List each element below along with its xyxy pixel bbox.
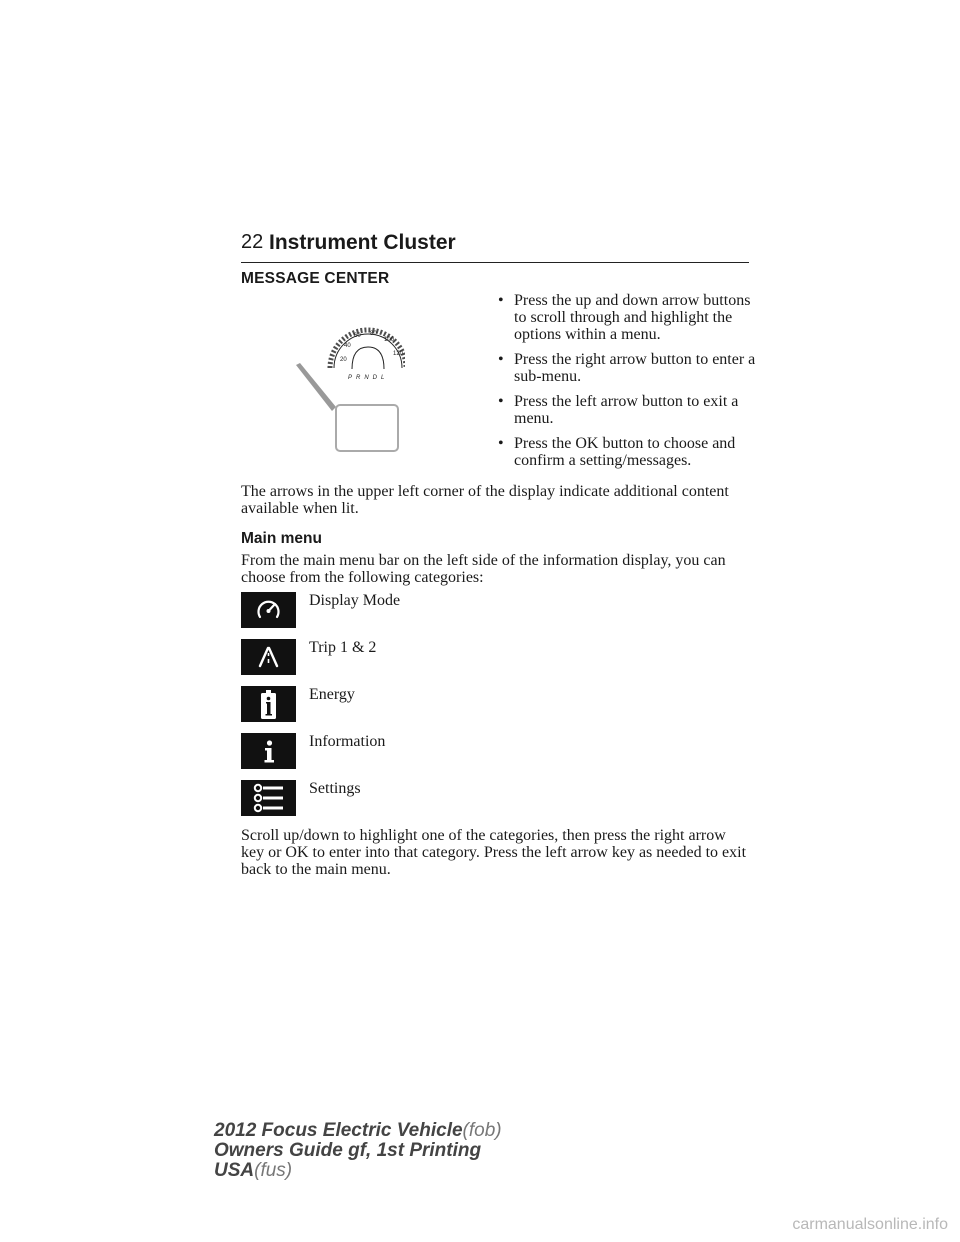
bullet-text: Press the right arrow button to enter a sub-menu. (514, 351, 756, 385)
menu-item-label: Display Mode (309, 592, 401, 609)
svg-text:PRNDL: PRNDL (348, 375, 389, 381)
svg-text:40: 40 (344, 343, 351, 349)
main-menu-outro: Scroll up/down to highlight one of the categories, then press the right arrow key or OK to enter into that category. Press the left arrow key as needed to exit back to the main menu. (241, 827, 747, 878)
footer-guide: Owners Guide gf, 1st Printing (214, 1140, 482, 1161)
page-number: 22 (241, 231, 264, 253)
menu-item-energy (241, 686, 741, 722)
section-title: MESSAGE CENTER (241, 270, 390, 287)
arrows-note: The arrows in the upper left corner of the display indicate additional content available when lit. (241, 483, 729, 517)
svg-text:20: 20 (340, 357, 347, 363)
main-menu-intro: From the main menu bar on the left side of the information display, you can choose from the following categories: (241, 552, 726, 586)
svg-text:100: 100 (384, 337, 395, 343)
gauge-icon (241, 592, 296, 628)
menu-item-label: Settings (309, 780, 361, 797)
chapter-title: Instrument Cluster (269, 231, 456, 254)
bullet-text: Press the OK button to choose and confirm a setting/messages. (514, 435, 736, 469)
footer-market: USA (214, 1160, 255, 1181)
speedometer-icon (290, 313, 405, 458)
menu-item-label: Information (309, 733, 386, 750)
document-footer (214, 1121, 502, 1181)
footer-market-code: (fus) (254, 1160, 293, 1181)
list-item: • Press the OK button to choose and confirm a setting/messages. (498, 435, 736, 469)
svg-text:60: 60 (354, 333, 361, 339)
info-icon (241, 733, 296, 769)
bullet-text: Press the up and down arrow buttons to scroll through and highlight the options within a menu. (514, 292, 751, 343)
button-instructions-list (498, 292, 758, 477)
menu-item-label: Energy (309, 686, 355, 703)
instrument-cluster-illustration (290, 313, 405, 458)
menu-item-label: Trip 1 & 2 (309, 639, 377, 656)
menu-item-settings (241, 780, 741, 816)
bullet-text: Press the left arrow button to exit a menu. (514, 393, 739, 427)
list-item: • Press the left arrow button to exit a menu. (498, 393, 739, 427)
battery-info-icon (241, 686, 296, 722)
svg-text:120: 120 (393, 351, 404, 357)
svg-text:80: 80 (370, 331, 377, 337)
menu-item-trip (241, 639, 741, 675)
settings-list-icon (241, 780, 296, 816)
page-header (241, 231, 749, 263)
list-item: • Press the up and down arrow buttons to scroll through and highlight the options within a menu. (498, 292, 751, 343)
watermark: carmanualsonline.info (792, 1216, 948, 1233)
road-icon (241, 639, 296, 675)
menu-item-display-mode (241, 592, 741, 628)
menu-item-information (241, 733, 741, 769)
list-item: • Press the right arrow button to enter a sub-menu. (498, 351, 756, 385)
footer-vehicle-code: (fob) (462, 1120, 502, 1141)
main-menu-title: Main menu (241, 530, 322, 547)
footer-vehicle: 2012 Focus Electric Vehicle (214, 1120, 463, 1141)
